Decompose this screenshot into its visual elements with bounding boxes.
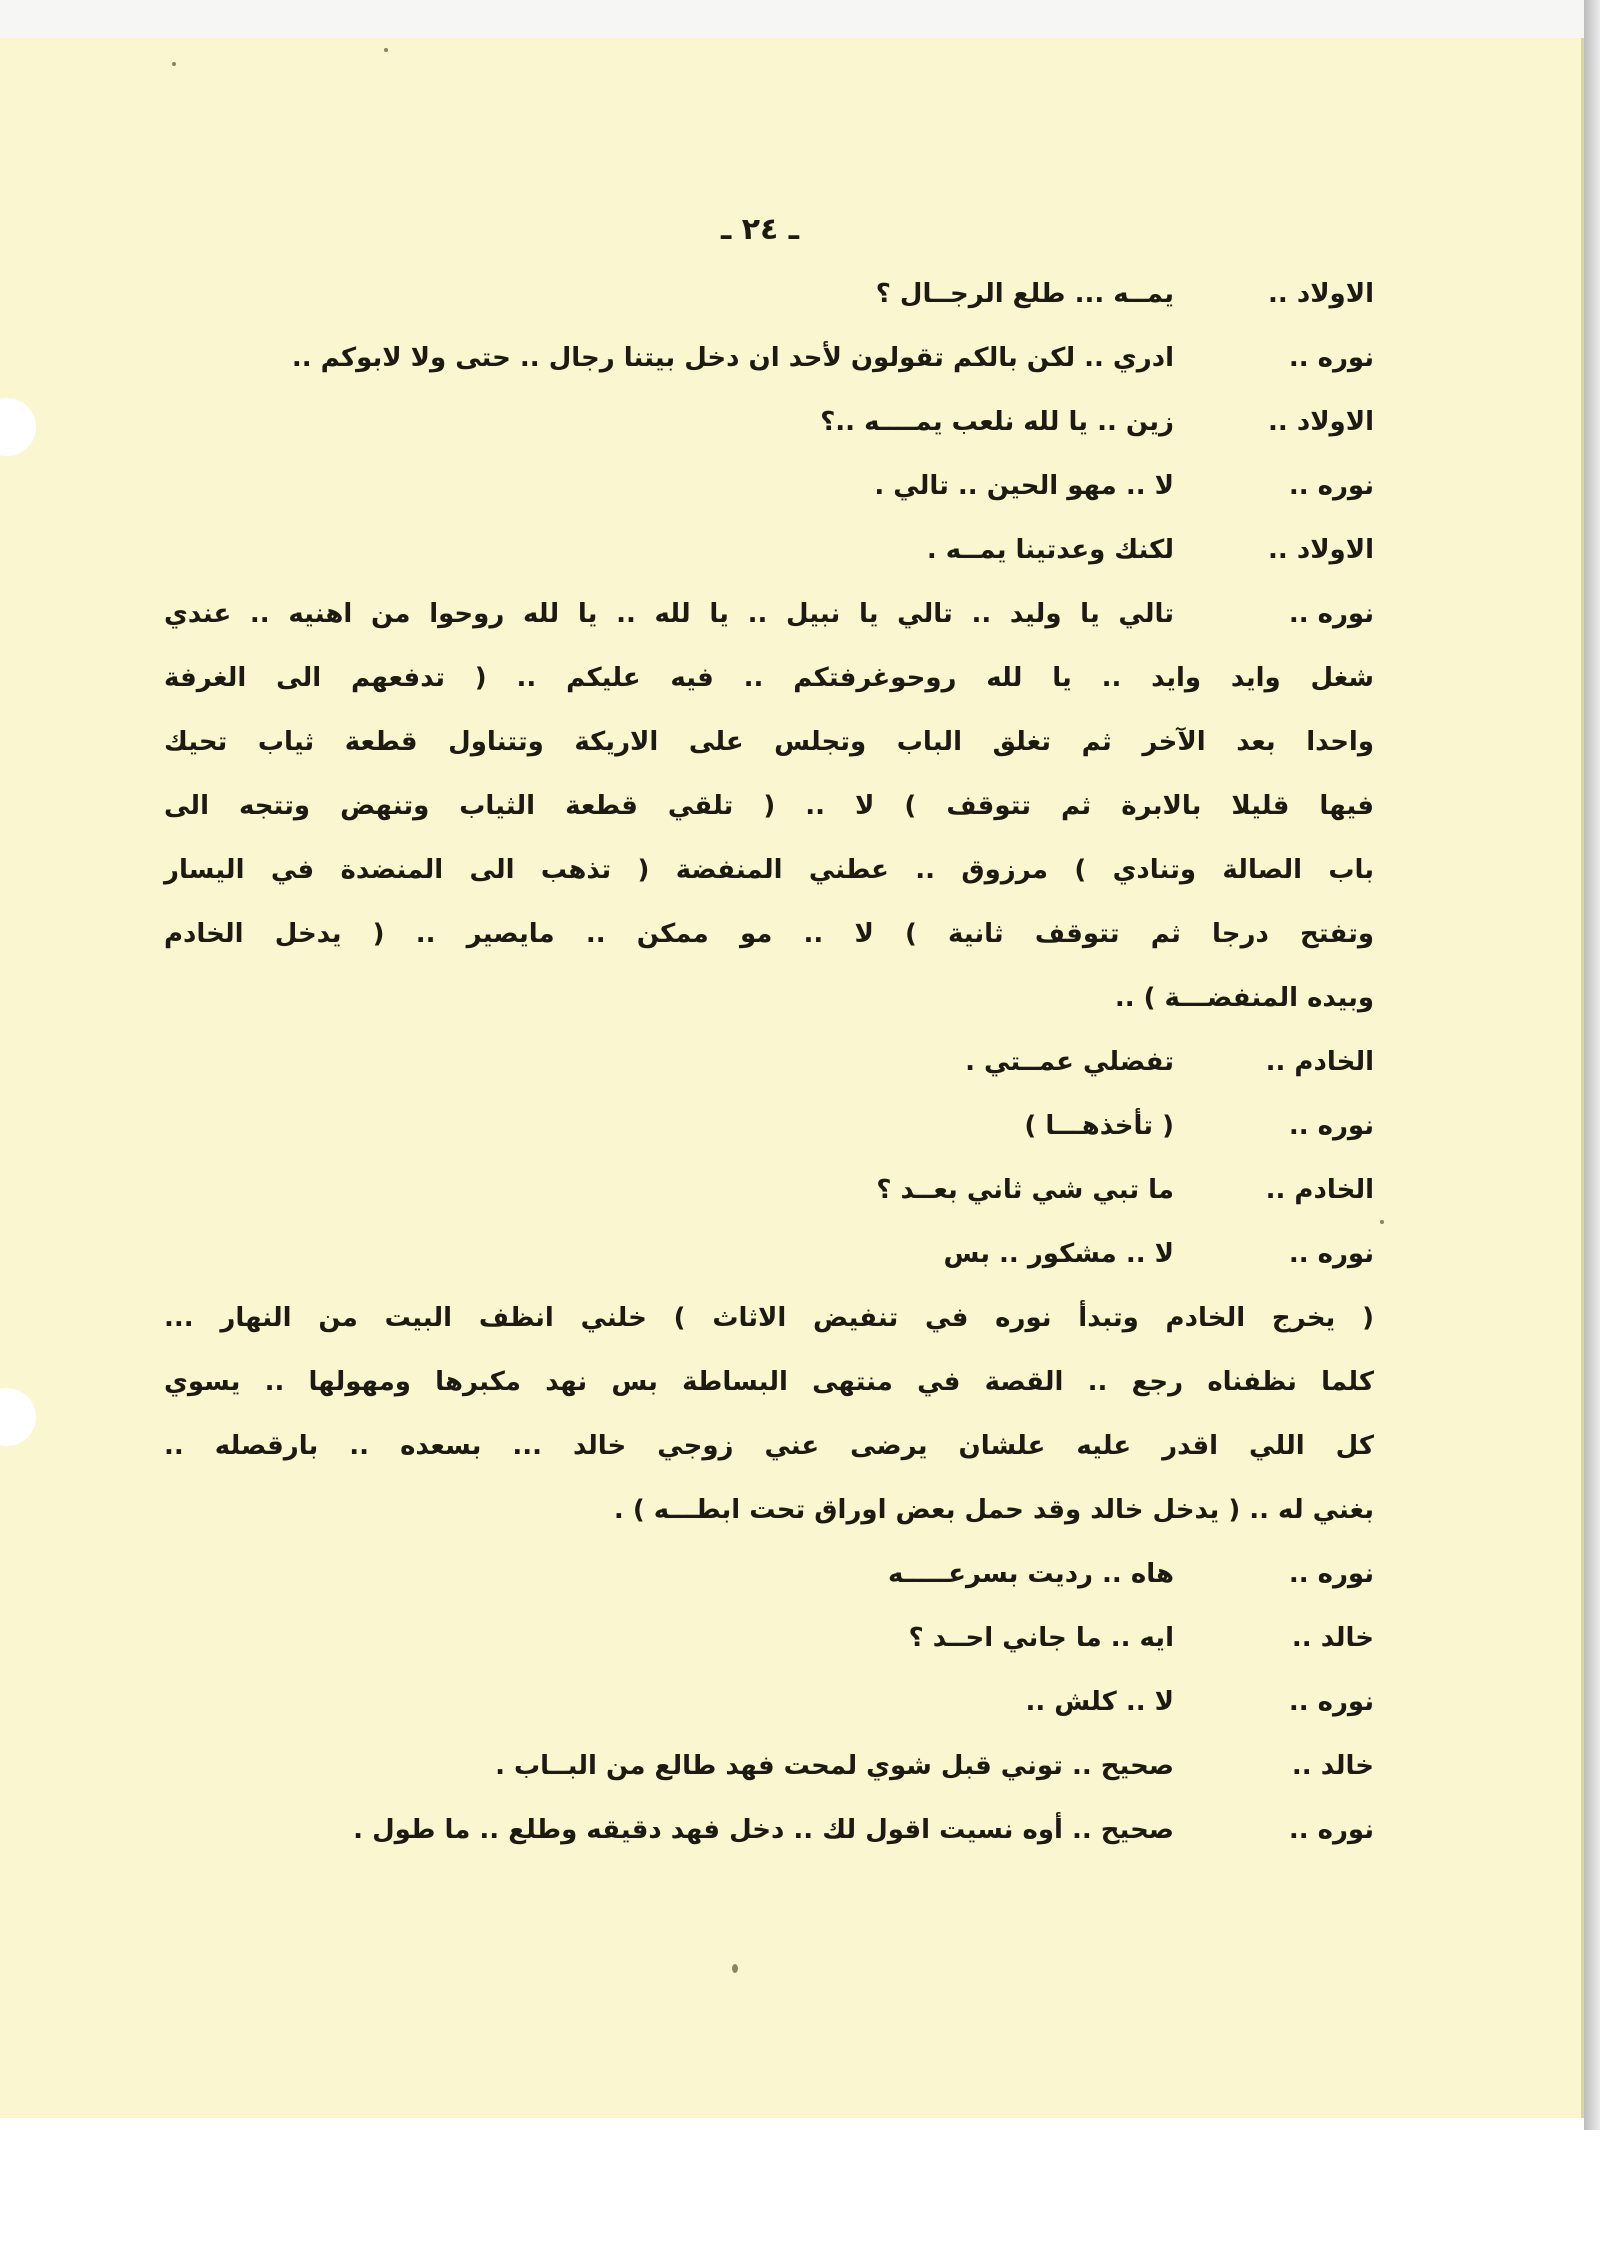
stage-direction-line: وبيده المنفضـــة ) .. [1114, 983, 1374, 1013]
dialogue-entry [164, 1734, 1374, 1798]
speech [164, 390, 1174, 454]
speech [164, 1542, 1174, 1606]
dialogue-entry [164, 326, 1374, 390]
speech-line: هاه .. رديت بسرعـــــه [888, 1559, 1174, 1589]
dialogue-entry [164, 1222, 1374, 1286]
stage-direction-line: شغل وايد وايد .. يا لله روحوغرفتكم .. فيه عليكم .. ( تدفعهم الى الغرفة [164, 663, 1374, 693]
speaker-label: الاولاد .. [1268, 535, 1374, 565]
speech [164, 1606, 1174, 1670]
speck [732, 1964, 738, 1973]
speech-line: ايه .. ما جاني احــد ؟ [908, 1623, 1174, 1653]
dialogue-entry [164, 1158, 1374, 1222]
speech-line: صحيح .. توني قبل شوي لمحت فهد طالع من البــاب . [495, 1751, 1174, 1781]
speech [164, 1158, 1174, 1222]
dialogue-entry [164, 454, 1374, 518]
stage-direction-line: ( يخرج الخادم وتبدأ نوره في تنفيض الاثاث ) خلني انظف البيت من النهار ... [164, 1303, 1374, 1333]
speech-line: يمــه ... طلع الرجــال ؟ [875, 279, 1174, 309]
speaker-label: نوره .. [1288, 1239, 1374, 1269]
speck [1380, 1220, 1384, 1224]
speech [164, 1734, 1174, 1798]
speaker-label: نوره .. [1288, 599, 1374, 629]
dialogue-entry [164, 518, 1374, 582]
speaker-label: الخادم .. [1265, 1175, 1374, 1205]
speech-line: تفضلي عمــتي . [965, 1047, 1174, 1077]
speech-line: لا .. مشكور .. بس [943, 1239, 1174, 1269]
stage-direction-line: وتفتح درجا ثم تتوقف ثانية ) لا .. مو ممكن .. مايصير .. ( يدخل الخادم [164, 919, 1374, 949]
speaker-label: نوره .. [1288, 1815, 1374, 1845]
speaker-label: الخادم .. [1265, 1047, 1374, 1077]
speech-line: ما تبي شي ثاني بعــد ؟ [876, 1175, 1174, 1205]
speech-line: تالي يا وليد .. تالي يا نبيل .. يا لله .. يا لله روحوا من اهنيه .. عندي [164, 599, 1174, 629]
speech [164, 262, 1174, 326]
speech [164, 1670, 1174, 1734]
speech-line: لكنك وعدتينا يمــه . [926, 535, 1174, 565]
stage-direction-line: فيها قليلا بالابرة ثم تتوقف ) لا .. ( تلقي قطعة الثياب وتنهض وتتجه الى [164, 791, 1374, 821]
dialogue-entry [164, 1542, 1374, 1606]
speech-line: صحيح .. أوه نسيت اقول لك .. دخل فهد دقيقه وطلع .. ما طول . [353, 1815, 1174, 1845]
speech [164, 1094, 1174, 1158]
speaker-label: الاولاد .. [1268, 407, 1374, 437]
speaker-label: نوره .. [1288, 471, 1374, 501]
stage-direction-line: باب الصالة وتنادي ) مرزوق .. عطني المنفضة ( تذهب الى المنضدة في اليسار [164, 855, 1374, 885]
speech [164, 582, 1174, 646]
speech-line: زين .. يا لله نلعب يمــــه ..؟ [820, 407, 1174, 437]
dialogue-entry [164, 390, 1374, 454]
dialogue-entry [164, 1798, 1374, 1862]
speech [164, 1798, 1174, 1862]
speech [164, 326, 1174, 390]
dialogue-entry [164, 1670, 1374, 1734]
play-script [164, 262, 1374, 1862]
dialogue-entry [164, 1606, 1374, 1670]
paper-edge-shadow [1584, 0, 1600, 2130]
speaker-label: نوره .. [1288, 343, 1374, 373]
speech-line: ادري .. لكن بالكم تقولون لأحد ان دخل بيتنا رجال .. حتى ولا لابوكم .. [291, 343, 1174, 373]
stage-direction-line: كلما نظفناه رجع .. القصة في منتهى البساطة بس نهد مكبرها ومهولها .. يسوي [164, 1367, 1374, 1397]
stage-direction-line: كل اللي اقدر عليه علشان يرضى عني زوجي خالد ... بسعده .. بارقصله .. [164, 1431, 1374, 1461]
speech-line: لا .. مهو الحين .. تالي . [874, 471, 1174, 501]
speaker-label: نوره .. [1288, 1687, 1374, 1717]
speaker-label: الاولاد .. [1268, 279, 1374, 309]
speech [164, 518, 1174, 582]
scan-top-margin [0, 0, 1600, 42]
dialogue-entry [164, 582, 1374, 646]
stage-direction-line: بغني له .. ( يدخل خالد وقد حمل بعض اوراق تحت ابطـــه ) . [613, 1495, 1374, 1525]
speaker-label: خالد .. [1291, 1623, 1374, 1653]
stage-direction-line: واحدا بعد الآخر ثم تغلق الباب وتجلس على الاريكة وتتناول قطعة ثياب تحيك [164, 727, 1374, 757]
speck [384, 48, 388, 52]
speech [164, 1222, 1174, 1286]
speaker-label: نوره .. [1288, 1111, 1374, 1141]
speech-line: لا .. كلش .. [1025, 1687, 1174, 1717]
dialogue-entry [164, 1030, 1374, 1094]
speech [164, 454, 1174, 518]
speech [164, 1030, 1174, 1094]
speaker-label: خالد .. [1291, 1751, 1374, 1781]
speaker-label: نوره .. [1288, 1559, 1374, 1589]
dialogue-entry [164, 262, 1374, 326]
speech-line: ( تأخذهـــا ) [1024, 1111, 1174, 1141]
page-number: ـ ٢٤ ـ [720, 212, 800, 247]
speck [172, 62, 176, 66]
dialogue-entry [164, 1094, 1374, 1158]
